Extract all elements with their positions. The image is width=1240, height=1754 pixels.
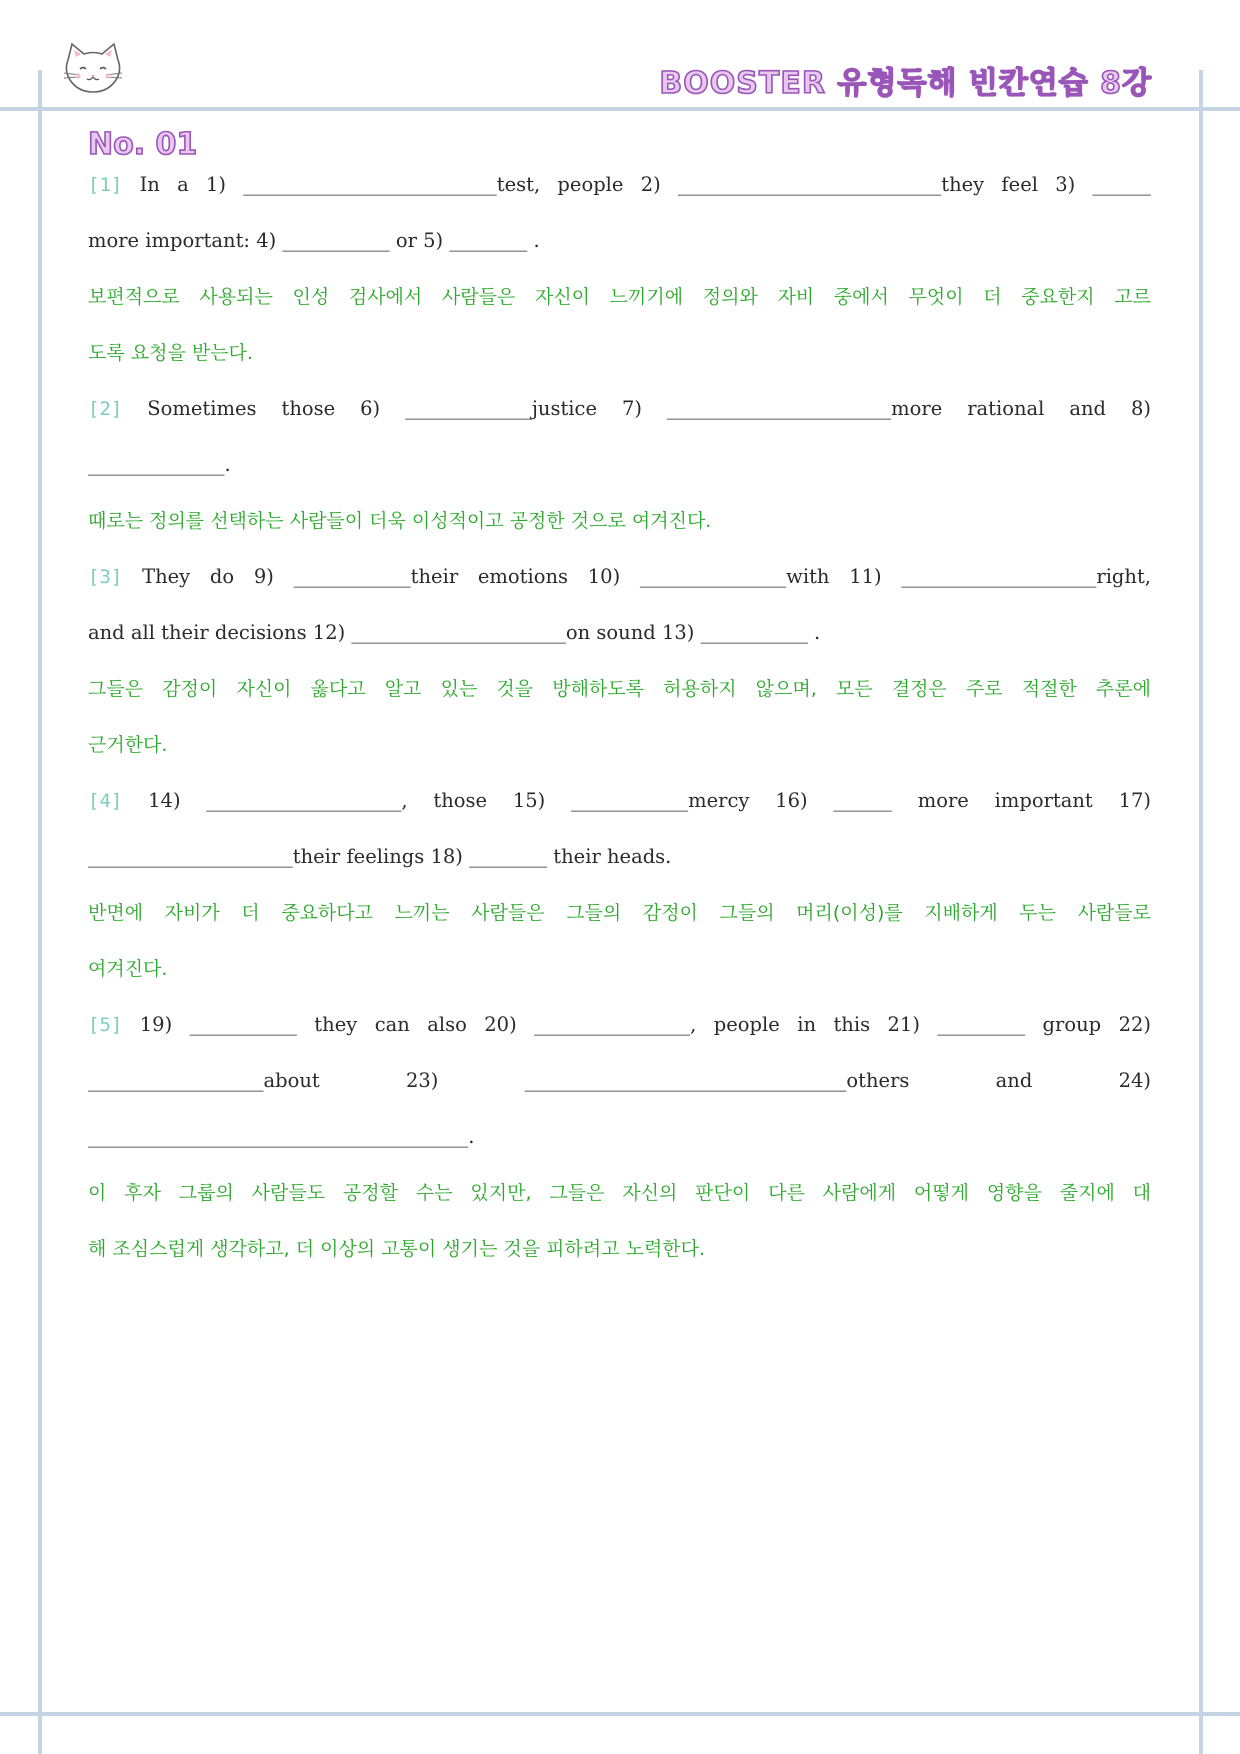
top-border-line: [0, 107, 1240, 111]
bottom-border-line: [0, 1712, 1240, 1716]
section-5-marker: [5]: [88, 1014, 123, 1036]
section-3-english-line-2: and all their decisions 12) ______________________on sound 13) ___________ .: [88, 621, 821, 644]
section-5-english-line-2: __________________about 23) _________________________________others and 24): [88, 1069, 1151, 1092]
english-text: They do 9) ____________their emotions 10) _______________with 11) ____________________right,: [142, 565, 1152, 588]
section-4-english-line-1: [88, 770, 1151, 832]
document-number: No. 01: [88, 127, 198, 162]
section-5-english-line-1: [88, 994, 1151, 1056]
worksheet-title: BOOSTER 유형독해 빈칸연습 8강: [659, 66, 1152, 101]
section-5-english-line-3: _______________________________________.: [88, 1125, 475, 1148]
section-1-english-line-1: [88, 154, 1151, 216]
english-text: In a 1) __________________________test, people 2) ___________________________they feel 3) ______: [139, 173, 1151, 196]
section-4-marker: [4]: [88, 790, 123, 812]
section-5-korean-line-2: 해 조심스럽게 생각하고, 더 이상의 고통이 생기는 것을 피하려고 노력한다.: [88, 1238, 706, 1260]
right-border-line: [1199, 70, 1203, 1754]
cat-face-icon: [58, 40, 128, 102]
english-text: 14) ____________________, those 15) ____________mercy 16) ______ more important 17): [148, 789, 1151, 812]
section-3-korean-line-1: 그들은 감정이 자신이 옳다고 알고 있는 것을 방해하도록 허용하지 않으며, 모든 결정은 주로 적절한 추론에: [88, 678, 1151, 700]
section-2-korean-line-1: 때로는 정의를 선택하는 사람들이 더욱 이성적이고 공정한 것으로 여겨진다.: [88, 510, 712, 532]
english-text: Sometimes those 6) _____________justice 7) _______________________more rational and 8): [147, 397, 1152, 420]
section-2-english-line-1: [88, 378, 1151, 440]
section-1-marker: [1]: [88, 174, 123, 196]
section-4-english-line-2: _____________________their feelings 18) ________ their heads.: [88, 845, 672, 868]
section-3-korean-line-2: 근거한다.: [88, 734, 168, 756]
section-5-korean-line-1: 이 후자 그룹의 사람들도 공정할 수는 있지만, 그들은 자신의 판단이 다른 사람에게 어떻게 영향을 줄지에 대: [88, 1182, 1151, 1204]
section-2-english-line-2: ______________.: [88, 453, 231, 476]
section-1-korean-line-1: 보편적으로 사용되는 인성 검사에서 사람들은 자신이 느끼기에 정의와 자비 중에서 무엇이 더 중요한지 고르: [88, 286, 1151, 308]
section-2-marker: [2]: [88, 398, 123, 420]
section-4-korean-line-1: 반면에 자비가 더 중요하다고 느끼는 사람들은 그들의 감정이 그들의 머리(이성)를 지배하게 두는 사람들로: [88, 902, 1151, 924]
section-3-english-line-1: [88, 546, 1151, 608]
section-1-english-line-2: more important: 4) ___________ or 5) ________ .: [88, 229, 540, 252]
section-1-korean-line-2: 도록 요청을 받는다.: [88, 342, 253, 364]
english-text: 19) ___________ they can also 20) ________________, people in this 21) _________ group 22): [139, 1013, 1151, 1036]
left-border-line: [38, 70, 42, 1754]
section-3-marker: [3]: [88, 566, 123, 588]
section-4-korean-line-2: 여겨진다.: [88, 958, 168, 980]
